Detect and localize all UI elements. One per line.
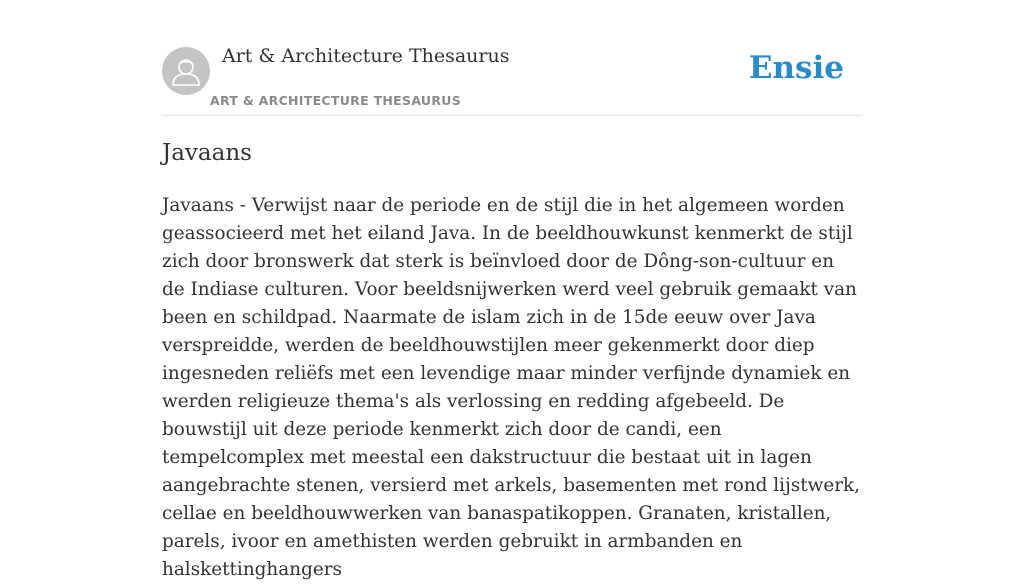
definition-text: Javaans - Verwijst naar de periode en de stijl die in het algemeen worden geassocieerd met het eiland Java. In de beeldhouwkunst kenmerkt de stijl zich door bronswerk dat sterk is beïnvloed door de Dông-son-cultuur en de Indiase culturen. Voor beeldsnijwerken werd veel gebruik gemaakt van been en schildpad. Naarmate de islam zich in de 15de eeuw over Java verspreidde, werden de beeldhouwstijlen meer gekenmerkt door diep ingesneden reliëfs met een levendige maar minder verfijnde dynamiek en werden religieuze thema's als verlossing en redding afgebeeld. De bouwstijl uit deze periode kenmerkt zich door de candi, een tempelcomplex met meestal een dakstructuur die bestaat uit in lagen aangebrachte stenen, versierd met arkels, basementen met rond lijstwerk, cellae en beeldhouwwerken van banaspatikoppen. Granaten, kristallen, parels, ivoor en amethisten werden gebruikt in armbanden en halskettinghangers (162, 195, 861, 580)
header (162, 0, 862, 116)
user-icon (162, 47, 210, 95)
page-title: Javaans (162, 140, 252, 166)
source-subtitle[interactable]: ART & ARCHITECTURE THESAURUS (210, 93, 462, 108)
ensie-logo[interactable]: Ensie (748, 50, 844, 86)
content-container (162, 0, 862, 580)
avatar[interactable] (162, 47, 210, 95)
source-title[interactable]: Art & Architecture Thesaurus (222, 45, 510, 67)
